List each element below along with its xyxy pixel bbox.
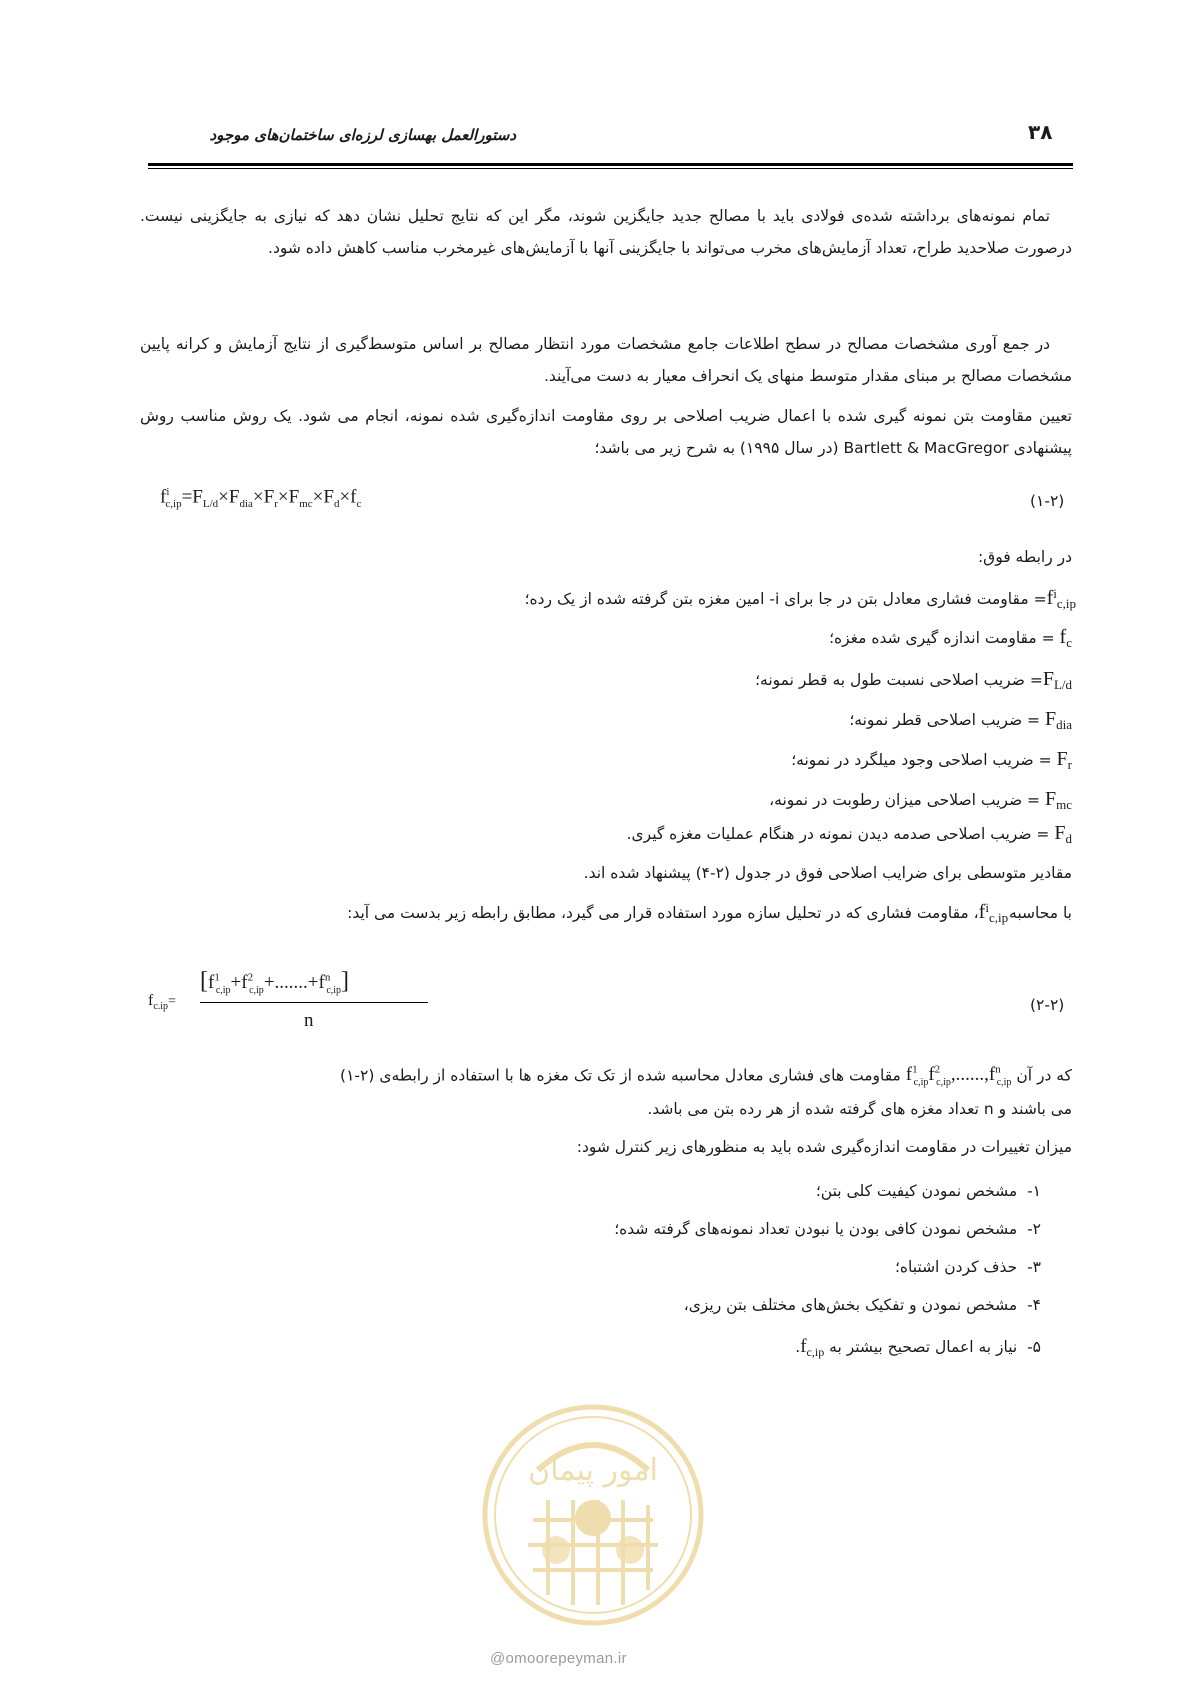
equation-1: $f^i_{c,ip}=F_{L/d}\times F_{dia}\times F_r\times F_{mc}\times F_d\times f_c$ — [160, 486, 362, 511]
list-item: ۳- حذف کردن اشتباه؛ — [894, 1258, 1041, 1276]
definition-fdia: $F_{dia}$ = ضریب اصلاحی قطر نمونه؛ — [849, 708, 1072, 733]
where-line: که در آن $f^1_{c,ip}f^2_{c,ip},......,f^n_{c,ip}$ مقاومت های فشاری معادل محاسبه شده از تک تک مغزه ها با استفاده از رابطه‌ی (۲-۱) — [340, 1064, 1072, 1089]
equation-2: $f_{c.ip}=$ $[f^1_{c,ip}+f^2_{c,ip}+.......+f^n_{c,ip}]$ n — [148, 968, 428, 1048]
definition-fd: $F_d$ = ضریب اصلاحی صدمه دیدن نمونه در هنگام عملیات مغزه گیری. — [626, 822, 1072, 847]
page-number: ۳۸ — [1028, 120, 1053, 144]
definition-fcip: $f^i_{c,ip}=$ مقاومت فشاری معادل بتن در جا برای i- امین مغزه بتن گرفته شده از یک رده؛ — [524, 586, 1076, 612]
n-definition: می باشند و n تعداد مغزه های گرفته شده از هر رده بتن می باشد. — [647, 1100, 1072, 1118]
compute-intro: با محاسبه $f^i_{c,ip}،$ مقاومت فشاری که در تحلیل سازه مورد استفاده قرار می گیرد، مطابق رابطه زیر بدست می آید: — [347, 900, 1072, 926]
fraction-bar — [200, 1002, 428, 1003]
at-icon: @ — [490, 1650, 506, 1667]
table-reference: مقادیر متوسطی برای ضرایب اصلاحی فوق در جدول (۲-۴) پیشنهاد شده اند. — [583, 864, 1072, 882]
paragraph-1: تمام نمونه‌های برداشته شده‌ی فولادی باید با مصالح جدید جایگزین شوند، مگر این که نتایج تحلیل نشان دهد که نیازی به جایگزینی نیست. درصورت صلاحدید طراح، تعداد آزمایش‌های مخرب می‌تواند با جایگزینی آنها با آزمایش‌های غیرمخرب مناسب کاهش داده شود. — [140, 207, 1072, 257]
definition-fld: $F_{L/d}=$ ضریب اصلاحی نسبت طول به قطر نمونه؛ — [755, 668, 1072, 693]
fcip-sequence: $f^1_{c,ip}f^2_{c,ip},......,f^n_{c,ip}$ — [905, 1064, 1012, 1089]
variation-intro: میزان تغییرات در مقاومت اندازه‌گیری شده باید به منظورهای زیر کنترل شود: — [576, 1138, 1072, 1156]
header-rule-thin — [148, 168, 1073, 169]
definition-fr: $F_r$ = ضریب اصلاحی وجود میلگرد در نمونه؛ — [791, 748, 1072, 773]
equation-2-numerator: $[f^1_{c,ip}+f^2_{c,ip}+.......+f^n_{c,ip}]$ — [200, 968, 350, 996]
list-item: ۵- نیاز به اعمال تصحیح بیشتر به $f_{c,ip}$. — [795, 1336, 1041, 1360]
equation-2-denominator: n — [304, 1010, 314, 1031]
definition-fc: $f_c$ = مقاومت اندازه گیری شده مغزه؛ — [829, 626, 1072, 651]
list-item: ۱- مشخص نمودن کیفیت کلی بتن؛ — [815, 1182, 1041, 1200]
equation-1-number: (۱-۲) — [1030, 492, 1065, 510]
watermark-seal-icon — [478, 1400, 708, 1630]
paragraph-3: تعیین مقاومت بتن نمونه گیری شده با اعمال ضریب اصلاحی بر روی مقاومت اندازه‌گیری شده نمونه، انجام می شود. یک روش مناسب روش پیشنهادی Bartlett & MacGregor (در سال ۱۹۹۵) به شرح زیر می باشد؛ — [140, 407, 1072, 457]
header-rule — [148, 163, 1073, 166]
header-title: دستورالعمل بهسازی لرزه‌ای ساختمان‌های موجود — [209, 126, 516, 144]
list-item: ۴- مشخص نمودن و تفکیک بخش‌های مختلف بتن ریزی، — [683, 1296, 1041, 1314]
definition-fmc: $F_{mc}$ = ضریب اصلاحی میزان رطوبت در نمونه، — [769, 788, 1072, 813]
list-item: ۲- مشخص نمودن کافی بودن یا نبودن تعداد نمونه‌های گرفته شده؛ — [614, 1220, 1041, 1238]
svg-text:امور پیمان: امور پیمان — [528, 1453, 658, 1488]
watermark-url: @omoorepeyman.ir — [490, 1650, 627, 1667]
definitions-intro: در رابطه فوق: — [977, 548, 1072, 566]
paragraph-2: در جمع آوری مشخصات مصالح در سطح اطلاعات جامع مشخصات مورد انتظار مصالح بر اساس متوسط‌گیری از نتایج آزمایش و کرانه پایین مشخصات مصالح بر مبنای مقدار متوسط منهای یک انحراف معیار به دست می‌آیند. — [140, 335, 1072, 385]
equation-2-number: (۲-۲) — [1030, 996, 1065, 1014]
